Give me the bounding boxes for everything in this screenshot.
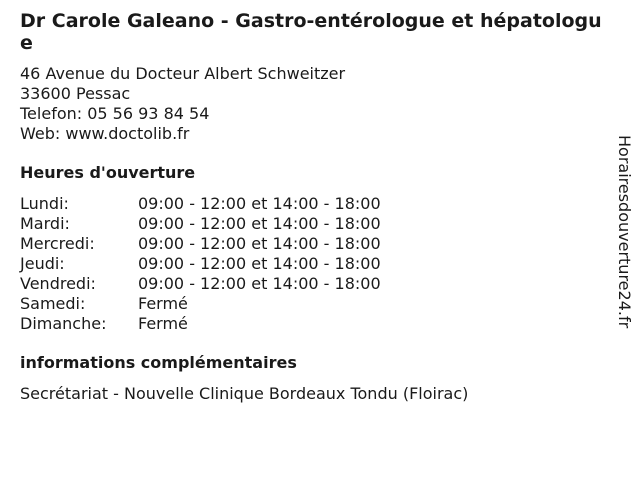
hours-row-tuesday [20,214,381,234]
day-label: Samedi: [20,294,86,313]
day-hours: 09:00 - 12:00 et 14:00 - 18:00 [138,194,381,213]
day-hours: 09:00 - 12:00 et 14:00 - 18:00 [138,234,381,253]
site-watermark: Horairesdouverture24.fr [615,135,634,329]
city: 33600 Pessac [20,84,131,103]
hours-row-monday [20,194,381,214]
phone-number: Telefon: 05 56 93 84 54 [20,104,210,123]
day-hours: 09:00 - 12:00 et 14:00 - 18:00 [138,274,381,293]
website: Web: www.doctolib.fr [20,124,190,143]
info-text: Secrétariat - Nouvelle Clinique Bordeaux Tondu (Floirac) [20,384,469,403]
hours-table [20,194,381,334]
day-hours: Fermé [138,294,188,313]
day-label: Dimanche: [20,314,107,333]
hours-row-friday [20,274,381,294]
day-hours: 09:00 - 12:00 et 14:00 - 18:00 [138,254,381,273]
street-address: 46 Avenue du Docteur Albert Schweitzer [20,64,346,83]
address-block [20,64,345,144]
hours-row-wednesday [20,234,381,254]
page-title: Dr Carole Galeano - Gastro-entérologue et hépatologue [20,10,602,54]
hours-row-thursday [20,254,381,274]
day-label: Vendredi: [20,274,96,293]
info-heading: informations complémentaires [20,353,297,372]
day-hours: Fermé [138,314,188,333]
day-label: Mercredi: [20,234,95,253]
hours-row-sunday [20,314,381,334]
hours-heading: Heures d'ouverture [20,163,196,182]
day-label: Jeudi: [20,254,65,273]
day-hours: 09:00 - 12:00 et 14:00 - 18:00 [138,214,381,233]
day-label: Mardi: [20,214,70,233]
day-label: Lundi: [20,194,69,213]
hours-row-saturday [20,294,381,314]
